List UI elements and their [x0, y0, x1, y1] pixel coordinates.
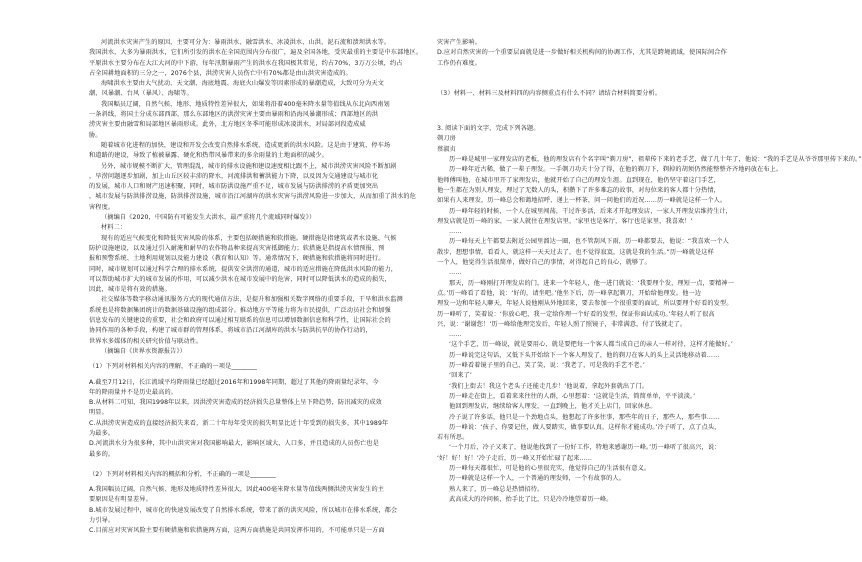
text-line: 武高成大的冷问候，抬手比了比，只是冷冷地望着历一峰。	[449, 495, 613, 503]
text-line: 冷子说了许多话，他只是一个劲地点头，他想起了许多往事，那些年的日子，那些人，那些事……	[449, 413, 720, 421]
source-citation: （摘编自《2020，中国防有可能发生大洪水，最严重将几个流域同时爆发》）	[101, 214, 316, 222]
text-line: 我国洪水，大多为暴雨洪水，它们所引发的洪水在全国范围内分布很广，遍及全国各地，受灾最重的主要是中东部地区。	[89, 49, 423, 57]
text-line: 他师傅叫他，在城市里开了家理发店，他就开始了自己的理发生涯。直到现在，他仍坚守着这门手艺，	[437, 176, 720, 184]
option-line: C.从洪涝灾害造成的直接经济损失来看，新二十年每年受灾的损失明显比近十年受到的损失多，其中1989年	[89, 419, 389, 427]
text-line: ，城市发展与防洪排涝设施，防洪排涝设施，城市沿江河湖库的洪水灾害与洪涝风险进一步加大，从而加重了洪水的危	[89, 193, 416, 201]
text-line: 一个人，他觉得生活很简单，做好自己的事情，对得起自己的良心，就够了。	[437, 259, 651, 267]
story-title: 剃刀房	[437, 135, 456, 143]
question-stem: （1）下列对材料相关内容的理解，不正确的一项是________	[89, 363, 257, 371]
text-line: 那天，历一峰刚打开理发店的门，进来一个年轻人，他一进门就说：‘我要理个发，理短一点，要精神一	[449, 279, 735, 287]
text-line: 协同作用的各种手段，构建了城市群的管理体系，将城市沿江河湖库的洪水与防洪抗旱的协作行动的，	[89, 327, 372, 335]
text-line: 和道路的建设，导致了植被暴露、硬化和热带风暴带来的多余雨量的土地面积的减少。	[89, 152, 328, 160]
text-line: ……	[449, 269, 462, 277]
text-line: 熟人来了，历一峰总是热情招待。	[449, 485, 544, 493]
text-line: 历一峰就是这样一个人，一个普通的理发师，一个有故事的人。	[449, 475, 626, 483]
text-line: 历一峰年近古稀，做了一辈子理发。一手剃刀功夫十分了得，在他的剃刀下，剃掉的胡须仍然能整整齐齐地码放在布上。	[449, 166, 783, 174]
text-line: 随着城市化进程的加快，建设和开发会改变自然排水系统，造成更新的洪水风险。这是由于建筑、停车场	[101, 141, 391, 149]
option-line: B.从材料二可知，我国1998年以来，因洪涝灾害造成的经济损失总量整体上呈下降趋势，防汛减灾的成效	[89, 399, 382, 407]
text-line: 社交媒体等数字移动通讯服务方式的现代通信方法，是提升和加强相关数字网络的重要手段，干旱和洪水监测	[101, 296, 403, 304]
option-line: 工作仍有难度。	[437, 59, 482, 67]
text-line: 害程度。	[89, 203, 115, 211]
text-line: ‘好！好！好！’冷子走后，历一峰又开始忙碌了起来……	[437, 454, 593, 462]
text-line: 历一峰说：‘孩子，你要记住，做人要踏实，做事要认真，这样你才能成功。’冷子听了，点了点头，	[449, 423, 721, 431]
text-line: 散步，想想事情，看看人，就这样一天天过去了，也不觉得寂寞，这就是我的生活。”历一峰就是这样	[437, 248, 714, 256]
text-line: ‘一个月后，冷子又来了，他说他找到了一份好工作，特地来感谢历一峰。’历一峰听了很高兴，说：	[449, 444, 721, 452]
story-author: 蔡淑贞	[437, 145, 456, 153]
text-line: 一条斜线，将国土分成东部西部，那么东部地区的洪涝灾害主要由暴雨和沿海风暴潮形成；西部地区的洪	[89, 111, 379, 119]
text-line: 胁。	[89, 131, 102, 139]
text-line: 兴，说：‘谢谢您！’历一峰给他理完发后，年轻人照了照镜子，非常满意，付了钱就走了。	[437, 320, 687, 328]
text-line: 历一峰每天上午都要去附近公园里溜达一圈，也不管刮风下雨，历一峰都要去，他说：“我喜欢一个人	[449, 238, 729, 246]
option-line: 力引导。	[89, 517, 115, 525]
text-line: 他回到理发店，继续给客人理发，一直到晚上，他才关上店门，回家休息。	[449, 403, 657, 411]
option-line: 年的降雨量并不是历史最高的。	[89, 388, 178, 396]
text-line: ，旱涝问题逐步加剧，加上山丘区较丰沛的降水，河流排洪和蓄洪能力下降，以及因为交通建设与城市化	[89, 172, 379, 180]
text-line: 历一峰看着镜子里的自己，笑了笑，说：‘我老了，可是我的手艺不老。’	[449, 362, 645, 370]
text-line: 历一峰说完这句话，又低下头开始给下一个客人理发了，他的剃刀在客人的头上灵活地移动着……	[449, 351, 720, 359]
right-column	[437, 38, 862, 505]
text-line: ‘这个手艺，历一峰说，就是要用心，就是要把每一个客人都当成自己的亲人一样对待，这样才能做好。’	[449, 341, 733, 349]
text-line: 海啸洪水主要由大气扰动、天文潮、海底地震、海底火山爆发等因素形成的暴潮造成，大致可分为天文	[101, 80, 384, 88]
text-line: 如果有人来理发，历一峰总会和蔼地招呼，递上一杯茶，问一问他们的近况……历一峰就是这样一个人。	[437, 197, 727, 205]
option-line: 为最多。	[89, 429, 115, 437]
text-line: 理发一边和年轻人聊天，年轻人说他刚从外地回来，要去参加一个很重要的面试，所以要理个好看的发型。	[437, 300, 733, 308]
text-line: 现有的适应气候变化和降低灾害风险的体系，主要包括硬措施和软措施。硬措施是指建筑或者水设施、气候	[101, 234, 397, 242]
text-line: 防护设施建设，以及通过引入耐淹和耐旱的农作物品种来提高灾害抵御能力；软措施是指提高水情预报、预	[89, 244, 385, 252]
material-label: 材料二：	[101, 224, 127, 232]
text-line: 点。’历一峰看了看他，说：‘好的，请坐吧。’他坐下后，历一峰拿起剃刀，开始给他理发。他一边	[437, 289, 702, 297]
text-line: 平原洪水主要分布在大江大河的中下游，每年汛期暴雨产生的洪水在我国极其常见，约占70%，3万万公顷，约占	[89, 59, 403, 67]
text-line: 历一峰听了，笑着说：‘你放心吧，我一定给你理一个好看的发型，保证你面试成功。’年轻人听了很高	[437, 310, 715, 318]
text-line: 他一生都在为别人理发，理过了无数人的头，积攒下了许多难忘的故事，对每位来的客人都十分热情，	[437, 186, 720, 194]
text-line: 占全国耕地面积的三分之一，2076个县，洪涝灾害人员伤亡中有70%都是由山洪灾害造成的。	[89, 69, 352, 77]
text-line: 历一峰年轻的时候，一个人在城里闯荡，干过许多活，后来才开起理发店，一家人开理发店维持生计，	[449, 207, 732, 215]
text-line: 报和预警系统、土地利用规划以及能力建设（教育和认知）等。通常情况下，硬措施和软措施将同时进行。	[89, 255, 385, 263]
option-line: D.应对自然灾害的一个重要层面就是进一步做好相关机构间的协调工作，尤其是跨境流域，使国际间合作	[437, 49, 727, 57]
text-line: 同时，城市规划可以通过科学合理的排水系统，提供安全洪涝的通道，城市的适应措施在降低洪水风险的能力，	[89, 265, 398, 273]
option-line: 要原因是有明显差异。	[89, 496, 152, 504]
text-line: 另外，城市规模不断扩大，管理混乱，城市的排水设施和建设速度相比跟不上，城市洪涝灾害风险不断加剧	[101, 162, 397, 170]
text-line: 涝灾害主要由融雪和局部地区暴雨形成。此外，北方地区冬季可能形成冰凌洪水，对局部河段造成威	[89, 121, 366, 129]
text-line: 世界水多媒体的相关研究价值与联动性。	[89, 337, 203, 345]
text-line: 若有所思。	[437, 434, 469, 442]
option-line: 最多的。	[89, 450, 115, 458]
left-column	[89, 38, 423, 537]
text-line: 我国幅员辽阔，自然气候、地形、地质特性差异很大，如果将沿着400毫米降水量等值线从东北向西南划	[101, 100, 390, 108]
option-line: B.城市发展过程中，城市化的快速发展改变了自然排水系统，带来了新的洪灾风险，所以城市在排水系统，都会	[89, 506, 398, 514]
text-line: 的发展，城市人口和财产迅速积聚，同时，城市防洪设施严重不足，城市发展与防洪排涝的矛盾更加突出	[89, 183, 379, 191]
source-citation: （摘编自《世界水资源报告》）	[101, 347, 186, 355]
text-line: 系统也是将数据集团统计的数据基础设施的组成部分。推动地方平等能力将为市民提供，广泛动员社会和加强	[89, 306, 391, 314]
section-intro: 3. 阅读下面的文字，完成下列各题。	[437, 125, 540, 133]
option-line: C.目前应对灾害风险主要有硬措施和软措施两方面，这两方面措施是共同发挥作用的，不可能单只是一方面	[89, 527, 385, 535]
option-line: D.河流洪水分为很多种，其中山洪灾害对我国影响最大，影响区域大，人口多，并且造成的人员伤亡也是	[89, 440, 379, 448]
question-stem: （3）材料一、材料三及材料四的内容侧重点有什么不同？请结合材料简要分析。	[437, 89, 662, 97]
text-line: 信息发布的关键建设的重要，社会和政府可以通过相互联系的信息可以增加数据信息和科学性，让国际社会的	[89, 317, 391, 325]
text-line: 潮、风暴潮、台风（暴风）、海啸等。	[89, 90, 193, 98]
option-line: A.截至7月12日，长江流域平均降雨量已经超过2016年和1998年同期，超过了其他的降雨量纪录年，今	[89, 378, 379, 386]
option-line: 明显。	[89, 409, 108, 417]
text-line: 历一峰走在街上，看着来来往往的人群，心里想着：‘这就是生活，简简单单，平平淡淡。’	[449, 392, 696, 400]
text-line: 可以帮助城市扩大的城市发展的作用，可以减少洪水在城市发展中的危害，同时可以降低洪水的造成的损失，	[89, 275, 391, 283]
question-stem: （2）下列对材料相关内容的概括和分析，不正确的一项是________	[89, 470, 276, 478]
text-line: 历一峰是城里一家理发店的老板，他的理发店有个名字叫“剃刀房”，祖辈传下来的老手艺，做了几十年了，他说：“我的手艺是从爷爷那里传下来的。”	[449, 156, 862, 164]
text-line: ……	[449, 228, 462, 236]
text-line: 灾害产生影响。	[437, 39, 482, 46]
option-line: A.我国幅员辽阔，自然气候、地形及地质特性差异很大，因此400毫米降水量等值线两侧洪涝灾害发生的主	[89, 486, 385, 494]
text-line: 因此，城市是将有效的措施。	[89, 286, 171, 294]
text-line: 历一峰每天都很忙，可是他的心里很充实，他觉得自己的生活很有意义。	[449, 464, 651, 472]
text-line: ‘我们上街去！我这个老头子还能走几步！’他说着，拿起外套就出了门。	[449, 382, 649, 390]
text-line: 河流洪水灾害产生的原因，主要可分为：暴雨洪水、融雪洪水、冰凌洪水、山洪、泥石流和溃坝洪水等。	[101, 39, 391, 46]
text-line: 理发店就是历一峰的家，一家人就住在理发店里，‘家里也是客厅，客厅也是家里，我喜欢！’	[437, 217, 693, 225]
text-line: ……	[449, 331, 462, 339]
text-line: ‘回来了’	[449, 372, 472, 380]
